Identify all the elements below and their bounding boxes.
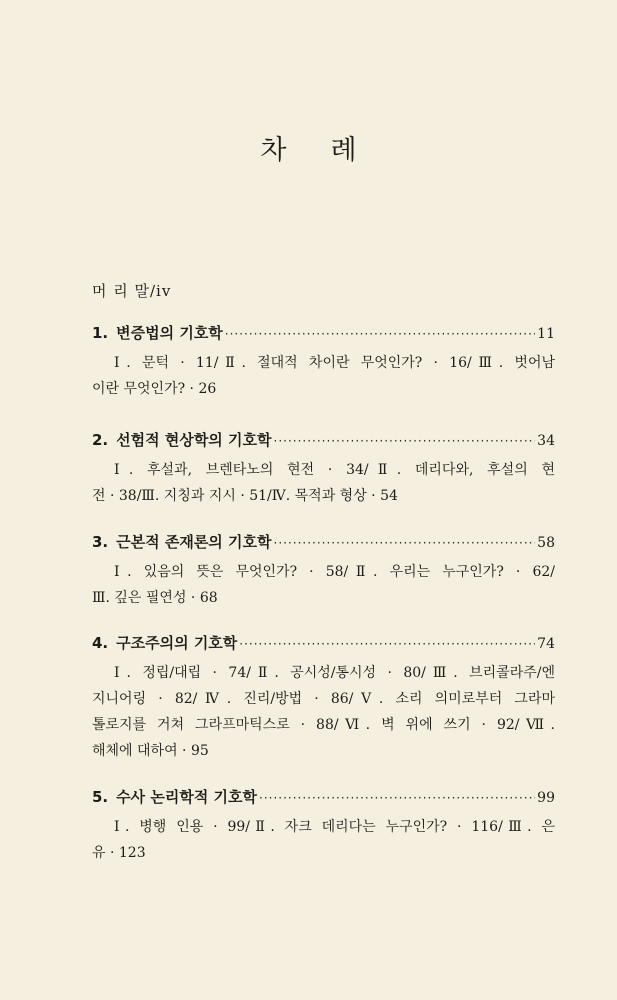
chapter-heading — [92, 632, 555, 658]
section-line: 지니어링 · 82/Ⅳ. 진리/방법 · 86/Ⅴ. 소리 의미로부터 그라마 — [92, 691, 555, 707]
chapter-title: 수사 논리학적 기호학 — [116, 788, 257, 806]
chapter-sections — [92, 559, 555, 611]
chapter-page: 74 — [537, 636, 555, 652]
chapter-sections — [92, 814, 555, 866]
chapter-5 — [92, 786, 555, 866]
page-title — [0, 128, 617, 167]
section-line: 유 · 123 — [92, 845, 146, 861]
chapter-2 — [92, 429, 555, 509]
chapter-title: 선험적 현상학의 기호학 — [116, 431, 272, 449]
section-line: Ⅰ. 병행 인용 · 99/Ⅱ. 자크 데리다는 누구인가? · 116/Ⅲ. 은 — [114, 819, 555, 835]
dot-leader — [239, 637, 535, 651]
chapter-3 — [92, 531, 555, 611]
chapter-page: 34 — [537, 433, 555, 449]
chapter-heading — [92, 429, 555, 455]
section-line: Ⅰ. 후설과, 브렌타노의 현전 · 34/Ⅱ. 데리다와, 후설의 현 — [114, 462, 555, 478]
chapter-number: 5. — [92, 788, 109, 806]
section-line: Ⅰ. 정립/대립 · 74/Ⅱ. 공시성/통시성 · 80/Ⅲ. 브리콜라주/엔 — [114, 665, 555, 681]
chapter-title: 근본적 존재론의 기호학 — [116, 533, 272, 551]
section-line: 이란 무엇인가? · 26 — [92, 381, 217, 397]
dot-leader — [274, 536, 536, 550]
chapter-heading — [92, 786, 555, 812]
section-line: Ⅰ. 있음의 뜻은 무엇인가? · 58/Ⅱ. 우리는 누구인가? · 62/ — [114, 564, 555, 580]
chapter-page: 99 — [537, 790, 555, 806]
chapter-sections — [92, 457, 555, 509]
chapter-1 — [92, 322, 555, 402]
section-line: 전 · 38/Ⅲ. 지칭과 지시 · 51/Ⅳ. 목적과 형상 · 54 — [92, 488, 398, 504]
section-line: 해체에 대하여 · 95 — [92, 743, 209, 759]
chapter-heading — [92, 531, 555, 557]
dot-leader — [225, 327, 535, 341]
chapter-number: 1. — [92, 324, 109, 342]
chapter-title: 구조주의의 기호학 — [116, 634, 238, 652]
chapter-title: 변증법의 기호학 — [116, 324, 223, 342]
chapter-number: 3. — [92, 533, 109, 551]
chapter-sections — [92, 660, 555, 764]
chapter-page: 11 — [537, 326, 555, 342]
dot-leader — [274, 434, 536, 448]
preface-entry: 머 리 말/iv — [92, 282, 172, 300]
chapter-number: 4. — [92, 634, 109, 652]
chapter-number: 2. — [92, 431, 109, 449]
section-line: Ⅰ. 문턱 · 11/Ⅱ. 절대적 차이란 무엇인가? · 16/Ⅲ. 벗어남 — [114, 355, 555, 371]
dot-leader — [259, 791, 535, 805]
title-char-1: 차 — [260, 135, 287, 166]
chapter-4 — [92, 632, 555, 764]
chapter-sections — [92, 350, 555, 402]
title-char-2: 례 — [330, 135, 357, 166]
chapter-page: 58 — [537, 535, 555, 551]
chapter-heading — [92, 322, 555, 348]
section-line: 톨로지를 거쳐 그라프마틱스로 · 88/Ⅵ. 벽 위에 쓰기 · 92/Ⅶ. — [92, 717, 555, 733]
section-line: Ⅲ. 깊은 필연성 · 68 — [92, 590, 218, 606]
